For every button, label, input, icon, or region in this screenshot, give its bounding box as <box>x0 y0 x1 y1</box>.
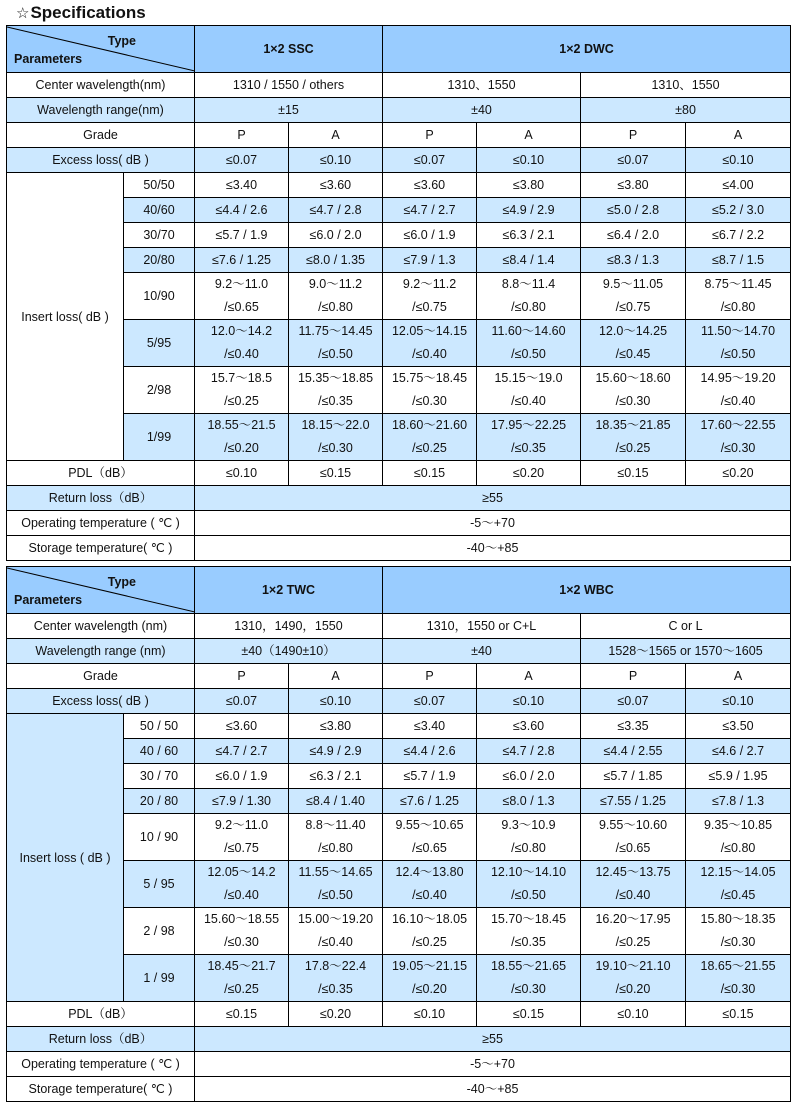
storage-temperature-value: -40～+85 <box>195 536 791 561</box>
row-label: Wavelength range (nm) <box>7 639 195 664</box>
insert-loss-value <box>289 273 383 320</box>
insert-loss-value: ≤8.7 / 1.5 <box>686 248 791 273</box>
center-wavelength-value: 1310，1490，1550 <box>195 614 383 639</box>
grade-value: A <box>289 123 383 148</box>
insert-loss-value <box>581 367 686 414</box>
insert-loss-range: 15.7～18.5 <box>210 371 273 385</box>
row-label-insert-loss: Insert loss( dB ) <box>7 173 124 461</box>
insert-loss-uniformity: /≤0.75 <box>615 300 651 314</box>
insert-loss-value <box>383 320 477 367</box>
insert-loss-range: 12.0～14.2 <box>210 324 273 338</box>
split-ratio: 5 / 95 <box>124 861 195 908</box>
insert-loss-range: 15.70～18.45 <box>490 912 567 926</box>
pdl-value: ≤0.20 <box>289 1002 383 1027</box>
insert-loss-value <box>383 814 477 861</box>
insert-loss-uniformity: /≤0.30 <box>720 935 756 949</box>
group-header: 1×2 DWC <box>383 26 791 73</box>
wavelength-range-value: ±40 <box>383 639 581 664</box>
split-ratio: 1/99 <box>124 414 195 461</box>
operating-temperature-value: -5～+70 <box>195 1052 791 1077</box>
insert-loss-uniformity: /≤0.80 <box>511 841 546 855</box>
insert-loss-range: 18.55～21.5 <box>207 418 276 432</box>
grade-value: P <box>195 123 289 148</box>
row-label: Grade <box>7 123 195 148</box>
insert-loss-value <box>195 955 289 1002</box>
row-label-insert-loss: Insert loss ( dB ) <box>7 714 124 1002</box>
row-label: PDL（dB） <box>7 461 195 486</box>
group-header: 1×2 WBC <box>383 567 791 614</box>
insert-loss-value: ≤7.8 / 1.3 <box>686 789 791 814</box>
row-label: Return loss（dB） <box>7 486 195 511</box>
insert-loss-range: 19.10～21.10 <box>595 959 671 973</box>
insert-loss-value: ≤6.0 / 2.0 <box>289 223 383 248</box>
insert-loss-value <box>289 367 383 414</box>
insert-loss-value: ≤3.35 <box>581 714 686 739</box>
insert-loss-value: ≤3.50 <box>686 714 791 739</box>
insert-loss-value <box>477 861 581 908</box>
insert-loss-value <box>383 861 477 908</box>
insert-loss-value <box>581 955 686 1002</box>
wavelength-range-value: ±15 <box>195 98 383 123</box>
insert-loss-uniformity: /≤0.75 <box>224 841 259 855</box>
corner-header-cell <box>7 567 195 614</box>
excess-loss-value: ≤0.10 <box>289 689 383 714</box>
insert-loss-value <box>289 908 383 955</box>
insert-loss-value: ≤4.4 / 2.6 <box>195 198 289 223</box>
insert-loss-uniformity: /≤0.80 <box>720 841 756 855</box>
insert-loss-value <box>195 320 289 367</box>
excess-loss-value: ≤0.10 <box>686 148 791 173</box>
insert-loss-value: ≤4.9 / 2.9 <box>289 739 383 764</box>
insert-loss-uniformity: /≤0.45 <box>720 888 756 902</box>
insert-loss-uniformity: /≤0.30 <box>720 982 756 996</box>
insert-loss-value: ≤5.0 / 2.8 <box>581 198 686 223</box>
insert-loss-value <box>289 955 383 1002</box>
pdl-value: ≤0.15 <box>477 1002 581 1027</box>
spec-table-twc-wbc <box>6 566 791 1102</box>
split-ratio: 10/90 <box>124 273 195 320</box>
insert-loss-range: 15.60～18.60 <box>595 371 671 385</box>
insert-loss-uniformity: /≤0.25 <box>412 441 447 455</box>
insert-loss-uniformity: /≤0.80 <box>318 300 353 314</box>
grade-value: A <box>477 123 581 148</box>
insert-loss-range: 11.60～14.60 <box>491 324 566 338</box>
wavelength-range-value: 1528～1565 or 1570～1605 <box>581 639 791 664</box>
insert-loss-uniformity: /≤0.80 <box>511 300 546 314</box>
insert-loss-uniformity: /≤0.45 <box>615 347 651 361</box>
row-label: Operating temperature ( ℃ ) <box>7 511 195 536</box>
insert-loss-uniformity: /≤0.35 <box>318 394 353 408</box>
insert-loss-uniformity: /≤0.25 <box>615 441 651 455</box>
insert-loss-uniformity: /≤0.80 <box>720 300 756 314</box>
split-ratio: 20/80 <box>124 248 195 273</box>
insert-loss-value <box>195 367 289 414</box>
split-ratio: 1 / 99 <box>124 955 195 1002</box>
insert-loss-uniformity: /≤0.30 <box>318 441 353 455</box>
pdl-value: ≤0.15 <box>686 1002 791 1027</box>
insert-loss-uniformity: /≤0.80 <box>318 841 353 855</box>
return-loss-value: ≥55 <box>195 486 791 511</box>
insert-loss-value: ≤3.60 <box>289 173 383 198</box>
insert-loss-value <box>289 814 383 861</box>
insert-loss-value: ≤4.7 / 2.7 <box>383 198 477 223</box>
grade-value: P <box>195 664 289 689</box>
insert-loss-uniformity: /≤0.65 <box>412 841 447 855</box>
insert-loss-value: ≤5.7 / 1.9 <box>383 764 477 789</box>
page-title <box>16 1 146 25</box>
insert-loss-value: ≤5.2 / 3.0 <box>686 198 791 223</box>
insert-loss-value: ≤4.4 / 2.55 <box>581 739 686 764</box>
grade-value: A <box>477 664 581 689</box>
excess-loss-value: ≤0.10 <box>686 689 791 714</box>
insert-loss-range: 12.05～14.15 <box>391 324 468 338</box>
group-header: 1×2 SSC <box>195 26 383 73</box>
insert-loss-uniformity: /≤0.30 <box>720 441 756 455</box>
insert-loss-value: ≤6.0 / 2.0 <box>477 764 581 789</box>
insert-loss-range: 9.55～10.65 <box>395 818 464 832</box>
insert-loss-uniformity: /≤0.40 <box>224 347 259 361</box>
pdl-value: ≤0.15 <box>383 461 477 486</box>
excess-loss-value: ≤0.10 <box>477 689 581 714</box>
excess-loss-value: ≤0.07 <box>195 689 289 714</box>
insert-loss-range: 11.75～14.45 <box>298 324 373 338</box>
center-wavelength-value: C or L <box>581 614 791 639</box>
insert-loss-uniformity: /≤0.65 <box>224 300 259 314</box>
row-label: PDL（dB） <box>7 1002 195 1027</box>
insert-loss-value: ≤5.7 / 1.9 <box>195 223 289 248</box>
split-ratio: 50 / 50 <box>124 714 195 739</box>
split-ratio: 2/98 <box>124 367 195 414</box>
insert-loss-uniformity: /≤0.20 <box>412 982 447 996</box>
insert-loss-value <box>686 320 791 367</box>
insert-loss-uniformity: /≤0.50 <box>511 888 546 902</box>
insert-loss-value <box>477 273 581 320</box>
row-label: Excess loss( dB ) <box>7 689 195 714</box>
insert-loss-value <box>383 273 477 320</box>
split-ratio: 30/70 <box>124 223 195 248</box>
spec-table-ssc-dwc <box>6 25 791 561</box>
pdl-value: ≤0.15 <box>195 1002 289 1027</box>
row-label: Center wavelength(nm) <box>7 73 195 98</box>
insert-loss-uniformity: /≤0.75 <box>412 300 447 314</box>
insert-loss-value <box>195 273 289 320</box>
excess-loss-value: ≤0.10 <box>289 148 383 173</box>
insert-loss-value: ≤7.6 / 1.25 <box>383 789 477 814</box>
insert-loss-range: 18.45～21.7 <box>207 959 276 973</box>
insert-loss-range: 15.60～18.55 <box>203 912 280 926</box>
pdl-value: ≤0.20 <box>686 461 791 486</box>
insert-loss-value: ≤3.60 <box>383 173 477 198</box>
insert-loss-uniformity: /≤0.40 <box>720 394 756 408</box>
insert-loss-uniformity: /≤0.30 <box>224 935 259 949</box>
insert-loss-value: ≤7.6 / 1.25 <box>195 248 289 273</box>
insert-loss-value: ≤7.9 / 1.30 <box>195 789 289 814</box>
row-label: Grade <box>7 664 195 689</box>
insert-loss-value <box>383 367 477 414</box>
excess-loss-value: ≤0.07 <box>195 148 289 173</box>
wavelength-range-value: ±40 <box>383 98 581 123</box>
insert-loss-value: ≤8.4 / 1.40 <box>289 789 383 814</box>
excess-loss-value: ≤0.07 <box>581 689 686 714</box>
split-ratio: 40/60 <box>124 198 195 223</box>
insert-loss-value: ≤8.0 / 1.3 <box>477 789 581 814</box>
insert-loss-range: 18.35～21.85 <box>595 418 671 432</box>
corner-header-cell <box>7 26 195 73</box>
insert-loss-range: 11.50～14.70 <box>700 324 776 338</box>
insert-loss-value: ≤3.60 <box>195 714 289 739</box>
insert-loss-range: 19.05～21.15 <box>391 959 468 973</box>
insert-loss-value <box>686 908 791 955</box>
split-ratio: 10 / 90 <box>124 814 195 861</box>
insert-loss-range: 15.75～18.45 <box>391 371 468 385</box>
insert-loss-range: 12.05～14.2 <box>207 865 276 879</box>
insert-loss-uniformity: /≤0.20 <box>224 441 259 455</box>
center-wavelength-value: 1310 / 1550 / others <box>195 73 383 98</box>
insert-loss-value: ≤4.6 / 2.7 <box>686 739 791 764</box>
insert-loss-value: ≤5.7 / 1.85 <box>581 764 686 789</box>
insert-loss-range: 17.60～22.55 <box>700 418 776 432</box>
grade-value: A <box>686 123 791 148</box>
grade-value: P <box>383 664 477 689</box>
insert-loss-value: ≤6.7 / 2.2 <box>686 223 791 248</box>
insert-loss-uniformity: /≤0.30 <box>615 394 651 408</box>
return-loss-value: ≥55 <box>195 1027 791 1052</box>
insert-loss-value: ≤4.7 / 2.8 <box>289 198 383 223</box>
insert-loss-uniformity: /≤0.30 <box>511 982 546 996</box>
page-title-text: Specifications <box>30 3 146 22</box>
insert-loss-value <box>686 814 791 861</box>
insert-loss-value: ≤8.4 / 1.4 <box>477 248 581 273</box>
insert-loss-uniformity: /≤0.40 <box>412 347 447 361</box>
row-label: Storage temperature( ℃ ) <box>7 536 195 561</box>
center-wavelength-value: 1310，1550 or C+L <box>383 614 581 639</box>
insert-loss-uniformity: /≤0.40 <box>318 935 353 949</box>
insert-loss-uniformity: /≤0.25 <box>224 982 259 996</box>
grade-value: P <box>581 123 686 148</box>
insert-loss-value <box>477 367 581 414</box>
excess-loss-value: ≤0.07 <box>581 148 686 173</box>
insert-loss-uniformity: /≤0.25 <box>224 394 259 408</box>
insert-loss-range: 14.95～19.20 <box>700 371 776 385</box>
insert-loss-value <box>581 414 686 461</box>
insert-loss-value <box>581 814 686 861</box>
insert-loss-value <box>686 955 791 1002</box>
grade-value: A <box>686 664 791 689</box>
row-label: Excess loss( dB ) <box>7 148 195 173</box>
grade-value: P <box>581 664 686 689</box>
split-ratio: 5/95 <box>124 320 195 367</box>
insert-loss-range: 16.20～17.95 <box>595 912 671 926</box>
insert-loss-range: 9.2～11.0 <box>214 818 269 832</box>
insert-loss-value: ≤5.9 / 1.95 <box>686 764 791 789</box>
insert-loss-uniformity: /≤0.40 <box>615 888 651 902</box>
insert-loss-value <box>581 861 686 908</box>
insert-loss-value <box>289 320 383 367</box>
insert-loss-uniformity: /≤0.25 <box>615 935 651 949</box>
pdl-value: ≤0.10 <box>383 1002 477 1027</box>
center-wavelength-value: 1310、1550 <box>383 73 581 98</box>
insert-loss-range: 18.55～21.65 <box>490 959 567 973</box>
insert-loss-value: ≤3.80 <box>289 714 383 739</box>
insert-loss-range: 15.35～18.85 <box>297 371 374 385</box>
insert-loss-range: 12.0～14.25 <box>598 324 668 338</box>
insert-loss-range: 16.10～18.05 <box>391 912 468 926</box>
insert-loss-range: 12.15～14.05 <box>700 865 776 879</box>
parameters-label: Parameters <box>14 593 83 607</box>
insert-loss-uniformity: /≤0.35 <box>318 982 353 996</box>
insert-loss-uniformity: /≤0.65 <box>615 841 651 855</box>
split-ratio: 2 / 98 <box>124 908 195 955</box>
insert-loss-value <box>383 414 477 461</box>
split-ratio: 50/50 <box>124 173 195 198</box>
parameters-label: Parameters <box>14 52 83 66</box>
pdl-value: ≤0.10 <box>195 461 289 486</box>
insert-loss-value <box>581 320 686 367</box>
row-label: Center wavelength (nm) <box>7 614 195 639</box>
insert-loss-range: 9.0～11.2 <box>308 277 363 291</box>
pdl-value: ≤0.15 <box>581 461 686 486</box>
insert-loss-value: ≤4.7 / 2.8 <box>477 739 581 764</box>
excess-loss-value: ≤0.07 <box>383 689 477 714</box>
insert-loss-range: 18.65～21.55 <box>700 959 776 973</box>
pdl-value: ≤0.10 <box>581 1002 686 1027</box>
insert-loss-value: ≤3.60 <box>477 714 581 739</box>
insert-loss-value <box>477 414 581 461</box>
insert-loss-uniformity: /≤0.50 <box>318 888 353 902</box>
insert-loss-range: 12.10～14.10 <box>490 865 567 879</box>
grade-value: P <box>383 123 477 148</box>
insert-loss-uniformity: /≤0.25 <box>412 935 447 949</box>
row-label: Wavelength range(nm) <box>7 98 195 123</box>
insert-loss-uniformity: /≤0.30 <box>412 394 447 408</box>
insert-loss-range: 9.55～10.60 <box>598 818 668 832</box>
insert-loss-value: ≤3.80 <box>581 173 686 198</box>
excess-loss-value: ≤0.10 <box>477 148 581 173</box>
wavelength-range-value: ±40（1490±10） <box>195 639 383 664</box>
group-header: 1×2 TWC <box>195 567 383 614</box>
type-label: Type <box>107 34 136 48</box>
insert-loss-range: 18.15～22.0 <box>301 418 370 432</box>
insert-loss-value: ≤7.9 / 1.3 <box>383 248 477 273</box>
insert-loss-value <box>195 908 289 955</box>
insert-loss-range: 12.4～13.80 <box>395 865 464 879</box>
insert-loss-value: ≤6.4 / 2.0 <box>581 223 686 248</box>
insert-loss-value: ≤6.0 / 1.9 <box>383 223 477 248</box>
insert-loss-value: ≤4.7 / 2.7 <box>195 739 289 764</box>
insert-loss-uniformity: /≤0.35 <box>511 935 546 949</box>
insert-loss-value <box>477 955 581 1002</box>
insert-loss-value <box>195 861 289 908</box>
insert-loss-value <box>289 861 383 908</box>
insert-loss-value: ≤7.55 / 1.25 <box>581 789 686 814</box>
split-ratio: 30 / 70 <box>124 764 195 789</box>
row-label: Return loss（dB） <box>7 1027 195 1052</box>
insert-loss-value <box>581 273 686 320</box>
insert-loss-uniformity: /≤0.20 <box>615 982 651 996</box>
insert-loss-value <box>477 320 581 367</box>
insert-loss-range: 9.35～10.85 <box>703 818 773 832</box>
insert-loss-range: 15.15～19.0 <box>494 371 563 385</box>
insert-loss-uniformity: /≤0.40 <box>224 888 259 902</box>
star-icon: ☆ <box>16 5 30 22</box>
insert-loss-uniformity: /≤0.35 <box>511 441 546 455</box>
insert-loss-value: ≤8.0 / 1.35 <box>289 248 383 273</box>
insert-loss-range: 9.2～11.2 <box>402 277 457 291</box>
insert-loss-value <box>289 414 383 461</box>
operating-temperature-value: -5～+70 <box>195 511 791 536</box>
insert-loss-range: 8.8～11.40 <box>305 818 366 832</box>
split-ratio: 40 / 60 <box>124 739 195 764</box>
split-ratio: 20 / 80 <box>124 789 195 814</box>
insert-loss-value: ≤6.3 / 2.1 <box>477 223 581 248</box>
insert-loss-range: 18.60～21.60 <box>391 418 468 432</box>
insert-loss-value <box>383 908 477 955</box>
insert-loss-range: 8.75～11.45 <box>704 277 772 291</box>
pdl-value: ≤0.15 <box>289 461 383 486</box>
wavelength-range-value: ±80 <box>581 98 791 123</box>
insert-loss-value: ≤4.4 / 2.6 <box>383 739 477 764</box>
insert-loss-uniformity: /≤0.40 <box>511 394 546 408</box>
insert-loss-value: ≤4.9 / 2.9 <box>477 198 581 223</box>
insert-loss-value: ≤6.0 / 1.9 <box>195 764 289 789</box>
insert-loss-uniformity: /≤0.50 <box>318 347 353 361</box>
row-label: Operating temperature ( ℃ ) <box>7 1052 195 1077</box>
insert-loss-range: 9.5～11.05 <box>602 277 664 291</box>
insert-loss-value: ≤3.40 <box>383 714 477 739</box>
insert-loss-uniformity: /≤0.50 <box>720 347 756 361</box>
insert-loss-value: ≤3.80 <box>477 173 581 198</box>
storage-temperature-value: -40～+85 <box>195 1077 791 1102</box>
insert-loss-value: ≤3.40 <box>195 173 289 198</box>
insert-loss-range: 11.55～14.65 <box>298 865 373 879</box>
insert-loss-value: ≤4.00 <box>686 173 791 198</box>
row-label: Storage temperature( ℃ ) <box>7 1077 195 1102</box>
grade-value: A <box>289 664 383 689</box>
insert-loss-uniformity: /≤0.50 <box>511 347 546 361</box>
insert-loss-value <box>195 814 289 861</box>
insert-loss-value <box>477 908 581 955</box>
insert-loss-range: 15.00～19.20 <box>297 912 374 926</box>
insert-loss-value <box>581 908 686 955</box>
type-label: Type <box>107 575 136 589</box>
insert-loss-range: 17.95～22.25 <box>490 418 567 432</box>
insert-loss-range: 12.45～13.75 <box>595 865 671 879</box>
insert-loss-value <box>477 814 581 861</box>
insert-loss-range: 9.3～10.9 <box>501 818 556 832</box>
insert-loss-range: 15.80～18.35 <box>700 912 776 926</box>
insert-loss-range: 8.8～11.4 <box>501 277 556 291</box>
insert-loss-value <box>686 861 791 908</box>
insert-loss-value: ≤8.3 / 1.3 <box>581 248 686 273</box>
insert-loss-range: 9.2～11.0 <box>214 277 269 291</box>
insert-loss-value <box>686 414 791 461</box>
insert-loss-value <box>195 414 289 461</box>
insert-loss-value: ≤6.3 / 2.1 <box>289 764 383 789</box>
insert-loss-uniformity: /≤0.40 <box>412 888 447 902</box>
insert-loss-range: 17.8～22.4 <box>304 959 367 973</box>
pdl-value: ≤0.20 <box>477 461 581 486</box>
center-wavelength-value: 1310、1550 <box>581 73 791 98</box>
insert-loss-value <box>383 955 477 1002</box>
insert-loss-value <box>686 273 791 320</box>
excess-loss-value: ≤0.07 <box>383 148 477 173</box>
insert-loss-value <box>686 367 791 414</box>
